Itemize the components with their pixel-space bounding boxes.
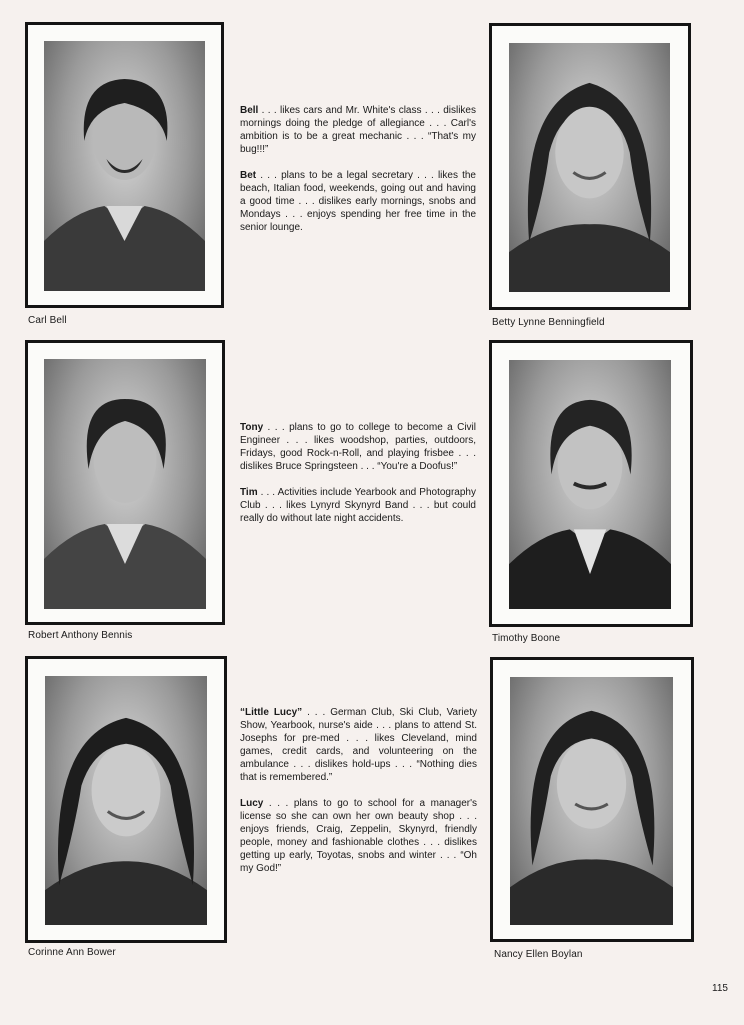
bio-text: . . . plans to go to college to become a Civil Engineer . . . likes woodshop, parties, outdoors, Fridays, good Rock-n-Roll, and playing frisbee . . . dislikes Bruce Springsteen . . . “You're a Doofus!” [240, 422, 476, 472]
student-name: Timothy Boone [492, 633, 561, 644]
bio-nickname: Bet [240, 170, 257, 181]
bio-paragraph [240, 421, 476, 473]
bio-paragraph [240, 706, 477, 784]
bio-nickname: Bell [240, 105, 259, 116]
bio-block [240, 706, 477, 888]
portrait-photo [44, 41, 205, 291]
portrait-photo [509, 43, 670, 292]
student-name: Nancy Ellen Boylan [494, 949, 583, 960]
portrait-frame [25, 656, 227, 943]
bio-nickname: “Little Lucy” [240, 707, 303, 718]
bio-text: . . . likes cars and Mr. White's class . . . dislikes mornings doing the pledge of allegiance . . . Carl's ambition is to be a great mechanic . . . “That's my bug!!!” [240, 105, 476, 155]
bio-paragraph [240, 486, 476, 525]
bio-paragraph [240, 169, 476, 234]
portrait-photo [510, 677, 673, 925]
portrait-photo [509, 360, 671, 609]
bio-nickname: Tim [240, 487, 258, 498]
bio-nickname: Lucy [240, 798, 264, 809]
portrait-frame [490, 657, 694, 942]
bio-paragraph [240, 104, 476, 156]
student-name: Corinne Ann Bower [28, 947, 116, 958]
portrait-photo [45, 676, 207, 925]
bio-text: . . . Activities include Yearbook and Photography Club . . . likes Lynyrd Skynyrd Band . . . but could really do without late night accidents. [240, 487, 476, 524]
page-number: 115 [712, 983, 728, 994]
student-name: Betty Lynne Benningfield [492, 317, 605, 328]
bio-text: . . . plans to be a legal secretary . . . likes the beach, Italian food, weekends, going out and having a good time . . . dislikes early mornings, snobs and Mondays . . . enjoys spending her free time in the senior lounge. [240, 170, 476, 233]
bio-block [240, 421, 476, 538]
student-name: Carl Bell [28, 315, 67, 326]
bio-paragraph [240, 797, 477, 875]
bio-block [240, 104, 476, 247]
bio-text: . . . German Club, Ski Club, Variety Show, Yearbook, nurse's aide . . . plans to attend St. Josephs for pre-med . . . likes Cleveland, mind games, credit cards, and volunteering on the ambulance . . . dislikes hold-ups . . . “Nothing dies that is remembered.” [240, 707, 477, 783]
portrait-frame [489, 340, 693, 627]
portrait-frame [25, 340, 225, 625]
bio-text: . . . plans to go to school for a manager's license so she can own her own beauty shop . . . enjoys friends, Craig, Zeppelin, Skynyrd, friendly people, money and fashionable clothes . . . dislikes getting up early, Toyotas, snobs and winter . . . “Oh my God!” [240, 798, 477, 874]
portrait-frame [25, 22, 224, 308]
portrait-frame [489, 23, 691, 310]
student-name: Robert Anthony Bennis [28, 630, 133, 641]
portrait-photo [44, 359, 206, 609]
bio-nickname: Tony [240, 422, 264, 433]
